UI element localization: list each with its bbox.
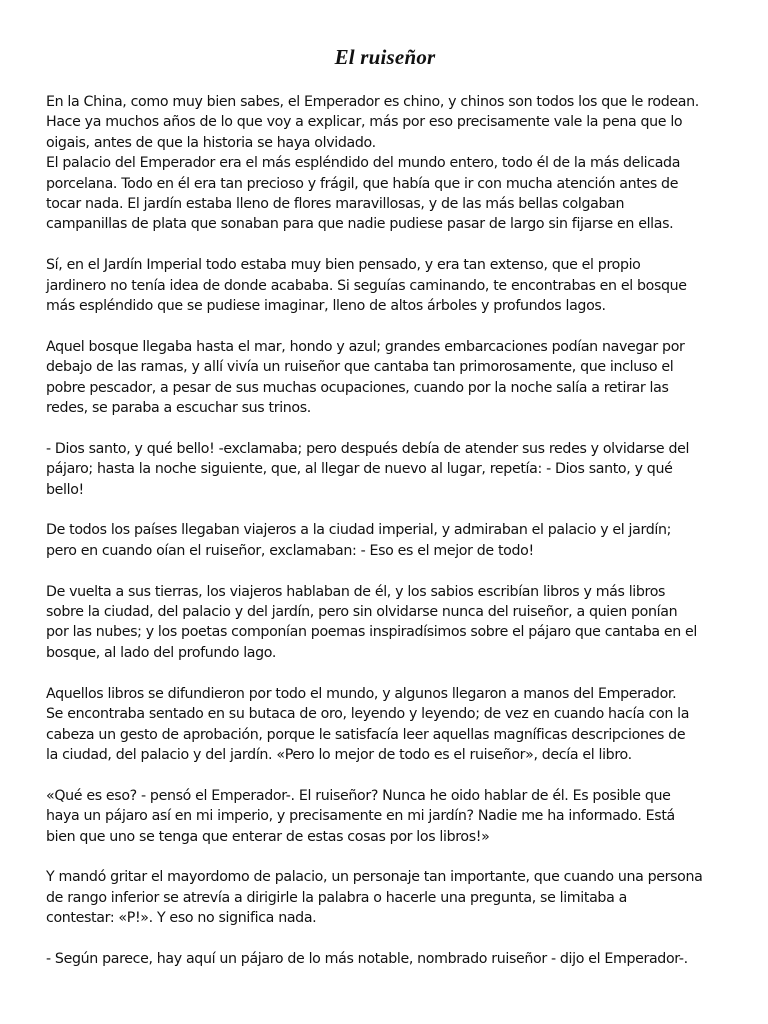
text-line: «Qué es eso? - pensó el Emperador-. El ruiseñor? Nunca he oido hablar de él. Es posible que — [46, 787, 671, 804]
text-line: pobre pescador, a pesar de sus muchas ocupaciones, cuando por la noche salía a retirar las — [46, 379, 669, 396]
text-line: por las nubes; y los poetas componían poemas inspiradísimos sobre el pájaro que cantaba en el — [46, 624, 697, 641]
text-line: bien que uno se tenga que enterar de estas cosas por los libros!» — [46, 828, 490, 845]
text-line: - Según parece, hay aquí un pájaro de lo más notable, nombrado ruiseñor - dijo el Emperador-. — [46, 950, 688, 967]
document-title: El ruiseñor — [334, 45, 436, 69]
paragraph — [46, 439, 724, 500]
paragraph — [46, 786, 724, 847]
paragraph — [46, 255, 724, 316]
text-line: Hace ya muchos años de lo que voy a explicar, más por eso precisamente vale la pena que lo — [46, 114, 683, 131]
text-line: bello! — [46, 481, 84, 498]
text-line: la ciudad, del palacio y del jardín. «Pero lo mejor de todo es el ruiseñor», decía el libro. — [46, 746, 632, 763]
text-line: porcelana. Todo en él era tan precioso y frágil, que había que ir con mucha atención antes de — [46, 175, 679, 192]
text-line: contestar: «P!». Y eso no significa nada. — [46, 910, 317, 927]
text-line: Aquellos libros se difundieron por todo el mundo, y algunos llegaron a manos del Emperador. — [46, 685, 677, 702]
text-line: haya un pájaro así en mi imperio, y precisamente en mi jardín? Nadie me ha informado. Está — [46, 808, 675, 825]
text-line: Aquel bosque llegaba hasta el mar, hondo y azul; grandes embarcaciones podían navegar por — [46, 338, 685, 355]
text-line: jardinero no tenía idea de donde acababa. Si seguías caminando, te encontrabas en el bosque — [46, 277, 687, 294]
text-line: campanillas de plata que sonaban para que nadie pudiese pasar de largo sin fijarse en ellas. — [46, 216, 674, 233]
text-line: pero en cuando oían el ruiseñor, exclamaban: - Eso es el mejor de todo! — [46, 542, 534, 559]
paragraph — [46, 582, 724, 664]
text-line: Se encontraba sentado en su butaca de oro, leyendo y leyendo; de vez en cuando hacía con la — [46, 706, 690, 723]
text-line: Y mandó gritar el mayordomo de palacio, un personaje tan importante, que cuando una persona — [46, 869, 703, 886]
paragraph — [46, 153, 724, 235]
paragraph — [46, 337, 724, 419]
paragraph — [46, 684, 724, 766]
text-line: tocar nada. El jardín estaba lleno de flores maravillosas, y de las más bellas colgaban — [46, 196, 625, 213]
paragraph — [46, 92, 724, 153]
text-line: El palacio del Emperador era el más espléndido del mundo entero, todo él de la más delicada — [46, 155, 681, 172]
text-line: sobre la ciudad, del palacio y del jardín, pero sin olvidarse nunca del ruiseñor, a quien ponían — [46, 604, 678, 621]
text-line: - Dios santo, y qué bello! -exclamaba; pero después debía de atender sus redes y olvidarse del — [46, 440, 690, 457]
text-line: Sí, en el Jardín Imperial todo estaba muy bien pensado, y era tan extenso, que el propio — [46, 257, 641, 274]
paragraph — [46, 867, 724, 928]
text-line: pájaro; hasta la noche siguiente, que, al llegar de nuevo al lugar, repetía: - Dios santo, y qué — [46, 461, 673, 478]
text-line: De vuelta a sus tierras, los viajeros hablaban de él, y los sabios escribían libros y más libros — [46, 583, 666, 600]
paragraph — [46, 949, 724, 969]
text-line: oigais, antes de que la historia se haya olvidado. — [46, 134, 376, 151]
text-line: debajo de las ramas, y allí vivía un ruiseñor que cantaba tan primorosamente, que incluso el — [46, 359, 674, 376]
text-line: redes, se paraba a escuchar sus trinos. — [46, 400, 311, 417]
text-line: bosque, al lado del profundo lago. — [46, 644, 277, 661]
text-line: De todos los países llegaban viajeros a la ciudad imperial, y admiraban el palacio y el jardín; — [46, 522, 672, 539]
text-line: de rango inferior se atrevía a dirigirle la palabra o hacerle una pregunta, se limitaba a — [46, 889, 627, 906]
paragraph — [46, 520, 724, 561]
text-line: cabeza un gesto de aprobación, porque le satisfacía leer aquellas magníficas descripciones de — [46, 726, 686, 743]
text-line: más espléndido que se pudiese imaginar, lleno de altos árboles y profundos lagos. — [46, 298, 606, 315]
text-line: En la China, como muy bien sabes, el Emperador es chino, y chinos son todos los que le rodean. — [46, 94, 699, 110]
